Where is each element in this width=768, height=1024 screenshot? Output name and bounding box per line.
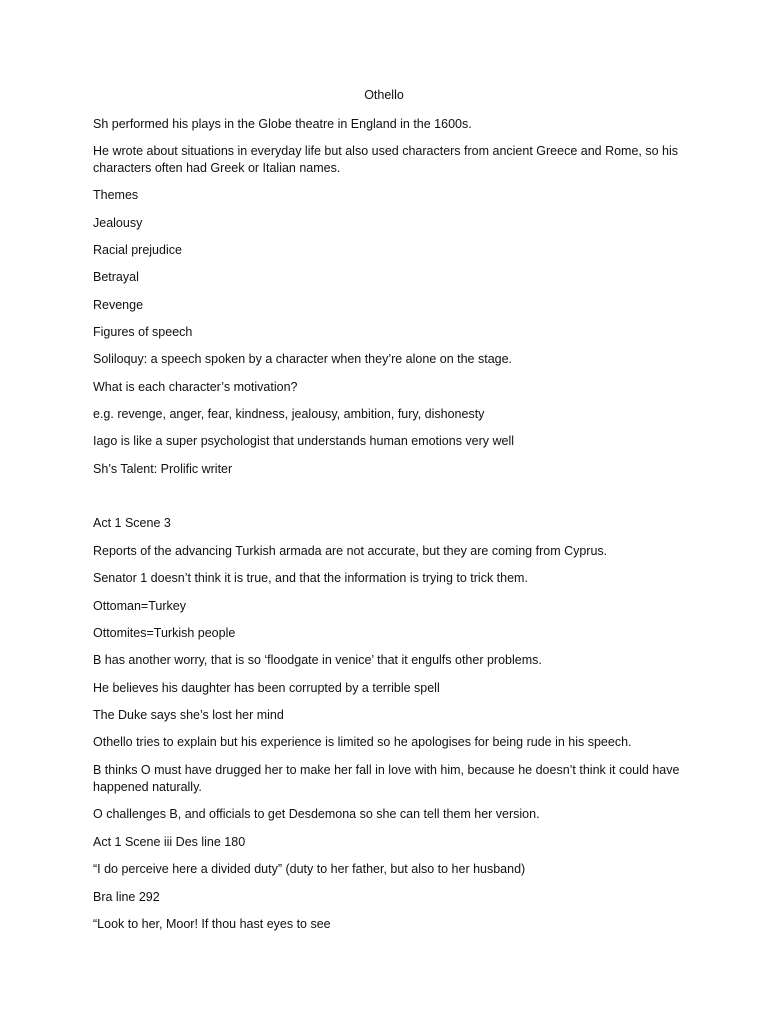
text-line-iago: Iago is like a super psychologist that understands human emotions very well	[93, 434, 515, 448]
text-line-globe-theatre: Sh performed his plays in the Globe theatre in England in the 1600s.	[93, 117, 472, 131]
text-line-ottoman: Ottoman=Turkey	[93, 599, 186, 613]
text-line-challenges: O challenges B, and officials to get Desdemona so she can tell them her version.	[93, 807, 540, 821]
text-line-everyday-life: He wrote about situations in everyday life but also used characters from ancient Greece and Rome, so his characters often had Greek or Italian names.	[93, 144, 679, 175]
text-line-examples: e.g. revenge, anger, fear, kindness, jealousy, ambition, fury, dishonesty	[93, 407, 485, 421]
text-line-revenge: Revenge	[93, 298, 144, 312]
text-line-drugged: B thinks O must have drugged her to make her fall in love with him, because he doesn’t think it could have happened naturally.	[93, 763, 680, 794]
text-line-floodgate: B has another worry, that is so ‘floodgate in venice’ that it engulfs other problems.	[93, 653, 542, 667]
section-heading-act1-scene3: Act 1 Scene 3	[93, 516, 171, 530]
text-line-betrayal: Betrayal	[93, 270, 139, 284]
text-line-othello-explains: Othello tries to explain but his experience is limited so he apologises for being rude in his speech.	[93, 735, 632, 749]
section-heading-bra-line-292: Bra line 292	[93, 890, 160, 904]
text-line-figures-of-speech: Figures of speech	[93, 325, 193, 339]
quote-look-to-her: “Look to her, Moor! If thou hast eyes to see	[93, 917, 331, 931]
text-line-jealousy: Jealousy	[93, 216, 143, 230]
section-heading-des-line-180: Act 1 Scene iii Des line 180	[93, 835, 246, 849]
quote-divided-duty: “I do perceive here a divided duty” (duty to her father, but also to her husband)	[93, 862, 526, 876]
text-line-turkish-armada: Reports of the advancing Turkish armada are not accurate, but they are coming from Cyprus.	[93, 544, 608, 558]
text-line-duke: The Duke says she’s lost her mind	[93, 708, 284, 722]
text-line-motivation: What is each character’s motivation?	[93, 380, 298, 394]
text-line-ottomites: Ottomites=Turkish people	[93, 626, 236, 640]
text-line-soliloquy: Soliloquy: a speech spoken by a character when they’re alone on the stage.	[93, 352, 513, 366]
text-line-racial-prejudice: Racial prejudice	[93, 243, 182, 257]
text-line-talent: Sh’s Talent: Prolific writer	[93, 462, 233, 476]
text-line-senator: Senator 1 doesn’t think it is true, and that the information is trying to trick them.	[93, 571, 528, 585]
document-title: Othello	[364, 88, 404, 102]
text-line-terrible-spell: He believes his daughter has been corrupted by a terrible spell	[93, 681, 440, 695]
text-line-themes: Themes	[93, 188, 139, 202]
